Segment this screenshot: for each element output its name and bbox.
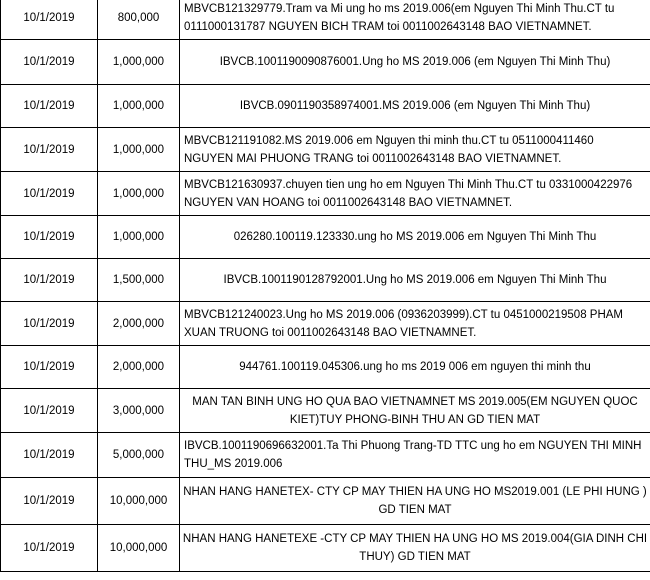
description-line-1: IBVCB.0901190358974001.MS 2019.006 (em Nguyen Thi Minh Thu) [239,100,591,112]
description-cell [180,302,650,346]
date-cell: 10/1/2019 [1,128,98,172]
date-cell: 10/1/2019 [1,216,98,259]
description-line-1: MBVCB121191082.MS 2019.006 em Nguyen thi minh thu.CT tu 0511000411460 [184,134,594,147]
table-row [1,172,650,216]
description-line-1: MBVCB121329779.Tram va Mi ung ho ms 2019.006(em Nguyen Thi Minh Thu.CT tu [184,3,615,15]
description-line-1: MBVCB121630937.chuyen tien ung ho em Nguyen Thi Minh Thu.CT tu 0331000422976 [184,178,633,191]
description-cell [180,172,650,216]
amount-cell: 1,000,000 [98,128,180,172]
transaction-table-body [1,0,650,572]
description-line-1: 944761.100119.045306.ung ho ms 2019 006 em nguyen thi minh thu [239,361,591,373]
amount-cell: 10,000,000 [98,525,180,572]
amount-cell: 1,000,000 [98,216,180,259]
description-cell [180,478,650,525]
amount-cell: 5,000,000 [98,433,180,478]
amount-cell: 3,000,000 [98,389,180,433]
description-line-2: THU_MS 2019.006 [184,458,283,470]
description-cell [180,128,650,172]
date-cell: 10/1/2019 [1,0,98,40]
table-row [1,525,650,572]
date-cell: 10/1/2019 [1,525,98,572]
table-row [1,259,650,302]
description-line-2: NGUYEN MAI PHUONG TRANG toi 0011002643148 BAO VIETNAMNET. [184,152,562,165]
amount-cell: 10,000,000 [98,478,180,525]
table-row [1,389,650,433]
table-row [1,0,650,40]
date-cell: 10/1/2019 [1,433,98,478]
amount-cell: 2,000,000 [98,302,180,346]
table-row [1,85,650,128]
table-row [1,128,650,172]
date-cell: 10/1/2019 [1,346,98,389]
amount-cell: 1,000,000 [98,40,180,85]
table-row [1,346,650,389]
table-row [1,478,650,525]
amount-cell: 1,000,000 [98,172,180,216]
description-line-2: XUAN TRUONG toi 0011002643148 BAO VIETNAMNET. [184,326,477,339]
date-cell: 10/1/2019 [1,85,98,128]
description-line-2: GD TIEN MAT [378,504,452,516]
description-cell [180,389,650,433]
amount-cell: 1,500,000 [98,259,180,302]
table-row [1,433,650,478]
description-cell [180,525,650,572]
description-line-2: NGUYEN VAN HOANG toi 0011002643148 BAO VIETNAMNET. [184,196,513,209]
description-line-1: IBVCB.1001190128792001.Ung ho MS 2019.006 em Nguyen Thi Minh Thu [223,274,607,286]
description-line-1: MBVCB121240023.Ung ho MS 2019.006 (0936203999).CT tu 0451000219508 PHAM [184,308,624,321]
description-line-1: 026280.100119.123330.ung ho MS 2019.006 em Nguyen Thi Minh Thu [233,231,597,243]
description-line-1: NHAN HANG HANETEX- CTY CP MAY THIEN HA UNG HO MS2019.001 (LE PHI HUNG ) [183,486,647,498]
description-line-1: MAN TAN BINH UNG HO QUA BAO VIETNAMNET MS 2019.005(EM NGUYEN QUOC [192,395,638,408]
date-cell: 10/1/2019 [1,40,98,85]
description-line-1: IBVCB.1001190696632001.Ta Thi Phuong Trang-TD TTC ung ho em NGUYEN THI MINH [184,440,642,452]
table-row [1,216,650,259]
date-cell: 10/1/2019 [1,478,98,525]
amount-cell: 1,000,000 [98,85,180,128]
date-cell: 10/1/2019 [1,172,98,216]
date-cell: 10/1/2019 [1,259,98,302]
description-cell [180,346,650,389]
table-row [1,40,650,85]
description-line-2: 0111000131787 NGUYEN BICH TRAM toi 0011002643148 BAO VIETNAMNET. [184,21,592,33]
amount-cell: 2,000,000 [98,346,180,389]
description-line-1: IBVCB.1001190090876001.Ung ho MS 2019.006 (em Nguyen Thi Minh Thu) [219,56,611,68]
description-line-2: KIET)TUY PHONG-BINH THU AN GD TIEN MAT [289,413,541,426]
table-row [1,302,650,346]
date-cell: 10/1/2019 [1,302,98,346]
description-line-2: THUY) GD TIEN MAT [359,551,471,563]
amount-cell: 800,000 [98,0,180,40]
date-cell: 10/1/2019 [1,389,98,433]
description-cell [180,85,650,128]
description-line-1: NHAN HANG HANETEXE -CTY CP MAY THIEN HA UNG HO MS 2019.004(GIA DINH CHI [182,533,648,545]
description-cell [180,40,650,85]
description-cell [180,0,650,40]
description-cell [180,433,650,478]
description-cell [180,216,650,259]
description-cell [180,259,650,302]
